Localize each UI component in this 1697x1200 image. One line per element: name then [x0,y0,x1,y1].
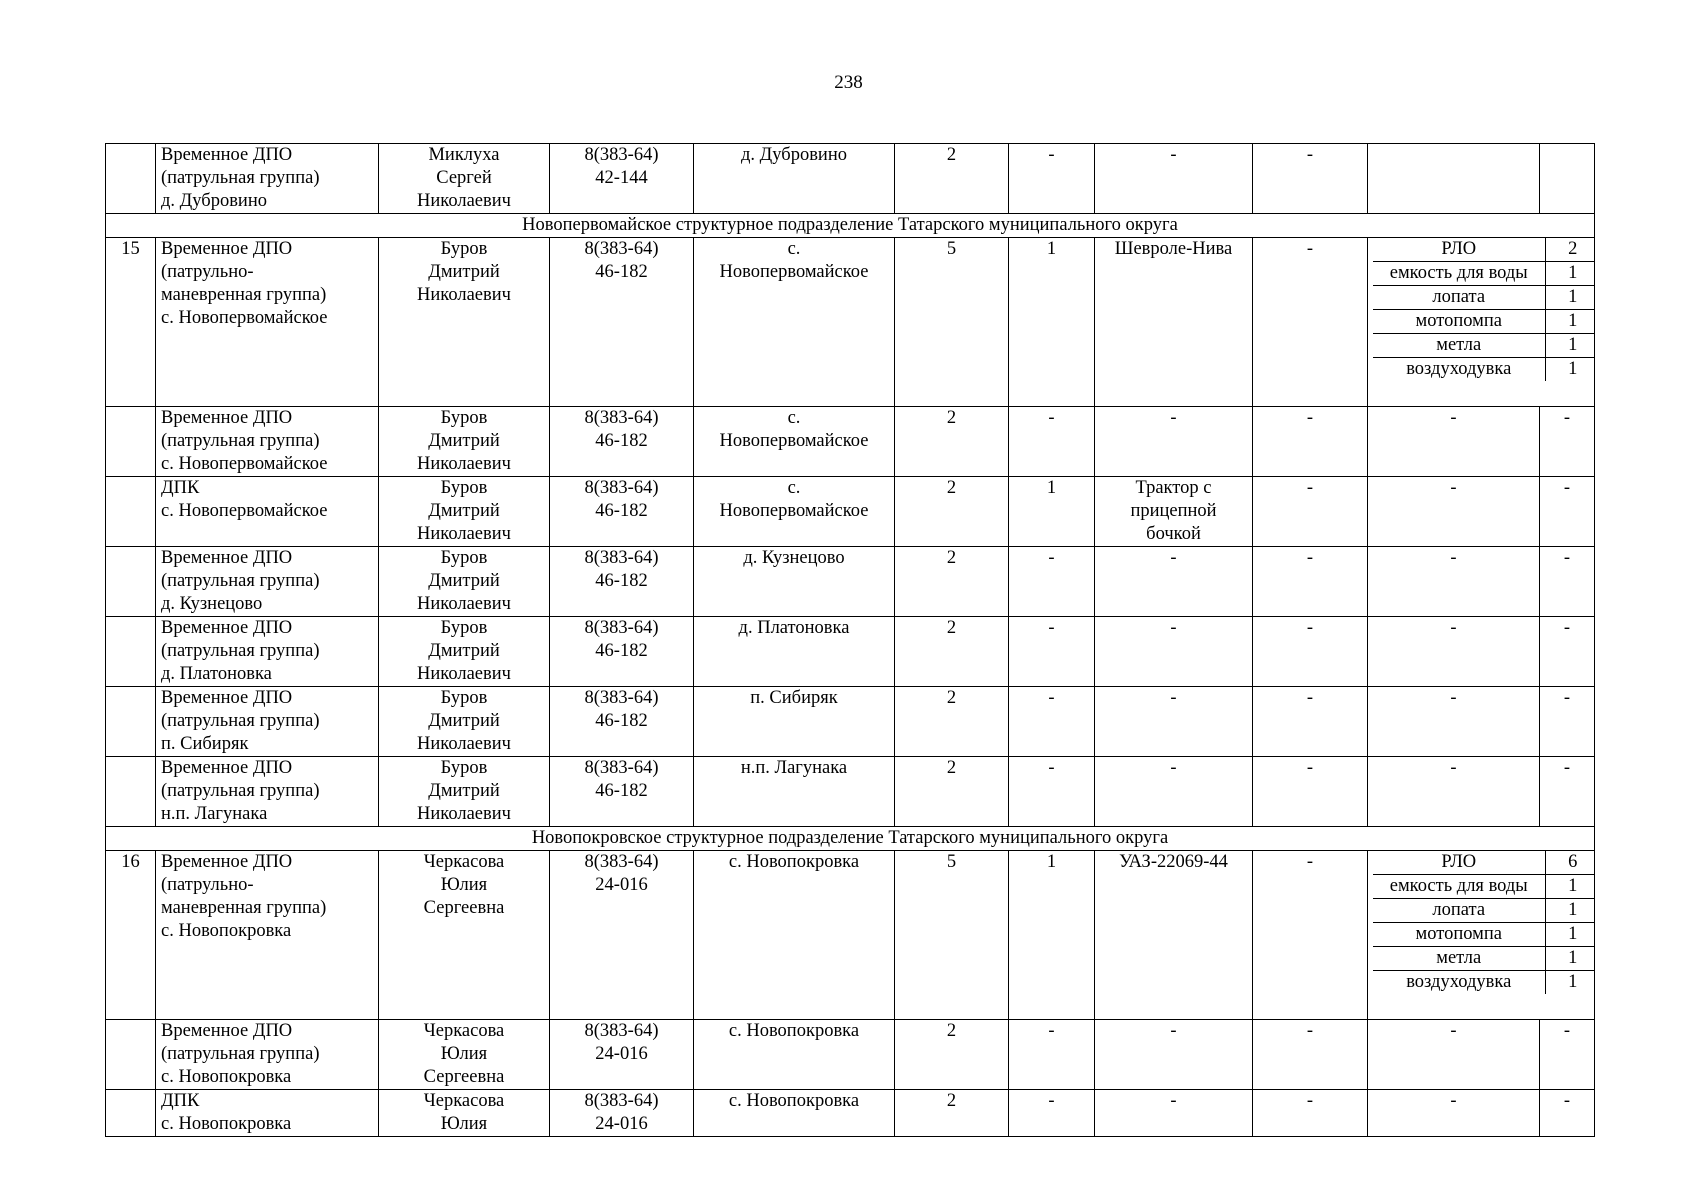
column-9: - [1253,1090,1368,1137]
vehicle-model: - [1095,407,1253,477]
unit-name: Временное ДПО (патрульная группа) с. Новопокровка [156,1020,379,1090]
column-9: - [1253,238,1368,407]
vehicle-count: - [1009,547,1095,617]
vehicle-model: - [1095,144,1253,214]
phone: 8(383-64) 46-182 [550,687,694,757]
equipment-name: емкость для воды [1373,875,1545,899]
equipment-item [1373,851,1595,875]
equipment-qty: 1 [1568,359,1578,379]
phone: 8(383-64) 46-182 [550,617,694,687]
location: с. Новопокровка [694,851,895,1020]
table-row [106,617,1595,687]
unit-name: ДПК с. Новопервомайское [156,477,379,547]
equipment-qty: 1 [1545,899,1595,923]
staff-count: 2 [895,1020,1009,1090]
location: д. Кузнецово [694,547,895,617]
table-row [106,547,1595,617]
equipment-name: - [1368,1090,1540,1137]
row-number [106,687,156,757]
equipment-qty: - [1540,547,1595,617]
phone: 8(383-64) 24-016 [550,1090,694,1137]
location: с. Новопервомайское [694,407,895,477]
location: с. Новопервомайское [694,238,895,407]
location: с. Новопокровка [694,1020,895,1090]
vehicle-count: 1 [1009,851,1095,1020]
vehicle-model: УАЗ-22069-44 [1095,851,1253,1020]
equipment-qty: - [1540,687,1595,757]
table-row [106,851,1595,1020]
row-number [106,757,156,827]
column-9: - [1253,687,1368,757]
location: д. Платоновка [694,617,895,687]
table-row [106,144,1595,214]
staff-count: 2 [895,477,1009,547]
unit-head: Буров Дмитрий Николаевич [379,687,550,757]
unit-name: Временное ДПО (патрульно- маневренная группа) с. Новопервомайское [156,238,379,407]
vehicle-model: - [1095,1020,1253,1090]
equipment-qty: - [1540,617,1595,687]
equipment-list [1368,238,1595,407]
phone: 8(383-64) 46-182 [550,477,694,547]
equipment-qty: 6 [1545,851,1595,875]
unit-head: Буров Дмитрий Николаевич [379,757,550,827]
equipment-name: лопата [1373,286,1545,310]
equipment-qty: 1 [1545,262,1595,286]
unit-head: Буров Дмитрий Николаевич [379,547,550,617]
unit-name: Временное ДПО (патрульно- маневренная группа) с. Новопокровка [156,851,379,1020]
equipment-qty: 1 [1545,947,1595,971]
vehicle-count: - [1009,687,1095,757]
equipment-qty: - [1540,1090,1595,1137]
row-number [106,144,156,214]
equipment-item [1373,947,1595,971]
row-number: 16 [106,851,156,1020]
equipment-name: - [1368,617,1540,687]
phone: 8(383-64) 46-182 [550,407,694,477]
unit-name: ДПК с. Новопокровка [156,1090,379,1137]
equipment-qty: 1 [1545,310,1595,334]
row-number [106,407,156,477]
column-9: - [1253,757,1368,827]
equipment-item [1373,358,1595,382]
equipment-name: мотопомпа [1373,310,1545,334]
vehicle-model: - [1095,1090,1253,1137]
staff-count: 2 [895,687,1009,757]
location: н.п. Лагунака [694,757,895,827]
equipment-name: - [1368,687,1540,757]
location: с. Новопервомайское [694,477,895,547]
unit-name: Временное ДПО (патрульная группа) д. Кузнецово [156,547,379,617]
vehicle-model: - [1095,617,1253,687]
equipment-qty: 1 [1545,286,1595,310]
vehicle-count: - [1009,407,1095,477]
staff-count: 2 [895,407,1009,477]
equipment-list [1368,851,1595,1020]
vehicle-count: - [1009,1090,1095,1137]
location: д. Дубровино [694,144,895,214]
equipment-qty: - [1540,1020,1595,1090]
equipment-name [1368,144,1540,214]
equipment-qty [1540,144,1595,214]
staff-count: 5 [895,238,1009,407]
column-9: - [1253,851,1368,1020]
unit-head: Миклуха Сергей Николаевич [379,144,550,214]
equipment-item [1373,334,1595,358]
equipment-item [1373,971,1595,995]
table-row [106,238,1595,407]
staff-count: 2 [895,547,1009,617]
section-row [106,214,1595,238]
column-9: - [1253,477,1368,547]
row-number [106,477,156,547]
unit-head: Буров Дмитрий Николаевич [379,407,550,477]
page-number: 238 [834,72,863,93]
fire-units-table [105,143,1595,1137]
equipment-name: метла [1373,334,1545,358]
equipment-qty: 1 [1568,972,1578,992]
equipment-name: - [1368,1020,1540,1090]
vehicle-model: Шевроле-Нива [1095,238,1253,407]
equipment-name: воздуходувка [1373,358,1545,382]
equipment-item [1373,899,1595,923]
vehicle-model: Трактор с прицепной бочкой [1095,477,1253,547]
phone: 8(383-64) 46-182 [550,238,694,407]
unit-head: Буров Дмитрий Николаевич [379,477,550,547]
row-number [106,1020,156,1090]
equipment-name: лопата [1373,899,1545,923]
equipment-item [1373,286,1595,310]
vehicle-model: - [1095,687,1253,757]
section-title: Новопокровское структурное подразделение Татарского муниципального округа [106,827,1595,851]
equipment-name: метла [1373,947,1545,971]
column-9: - [1253,547,1368,617]
unit-head: Черкасова Юлия Сергеевна [379,1020,550,1090]
equipment-qty: 1 [1545,334,1595,358]
table-row [106,407,1595,477]
vehicle-model: - [1095,757,1253,827]
equipment-name: - [1368,547,1540,617]
equipment-name: - [1368,477,1540,547]
staff-count: 2 [895,757,1009,827]
vehicle-count: - [1009,144,1095,214]
row-number [106,547,156,617]
section-row [106,827,1595,851]
equipment-name: РЛО [1373,851,1545,875]
unit-head: Буров Дмитрий Николаевич [379,238,550,407]
column-9: - [1253,1020,1368,1090]
row-number: 15 [106,238,156,407]
unit-name: Временное ДПО (патрульная группа) д. Дубровино [156,144,379,214]
section-title: Новопервомайское структурное подразделение Татарского муниципального округа [106,214,1595,238]
equipment-name: РЛО [1373,238,1545,262]
column-9: - [1253,407,1368,477]
equipment-item [1373,875,1595,899]
equipment-item [1373,923,1595,947]
phone: 8(383-64) 24-016 [550,851,694,1020]
equipment-name: - [1368,757,1540,827]
equipment-qty: 2 [1545,238,1595,262]
phone: 8(383-64) 42-144 [550,144,694,214]
staff-count: 2 [895,1090,1009,1137]
vehicle-count: 1 [1009,477,1095,547]
row-number [106,1090,156,1137]
vehicle-count: 1 [1009,238,1095,407]
table-row [106,687,1595,757]
row-number [106,617,156,687]
equipment-qty: 1 [1545,923,1595,947]
equipment-qty: 1 [1545,875,1595,899]
unit-name: Временное ДПО (патрульная группа) п. Сибиряк [156,687,379,757]
equipment-item [1373,310,1595,334]
vehicle-count: - [1009,617,1095,687]
equipment-item [1373,238,1595,262]
unit-name: Временное ДПО (патрульная группа) н.п. Лагунака [156,757,379,827]
unit-name: Временное ДПО (патрульная группа) с. Новопервомайское [156,407,379,477]
unit-name: Временное ДПО (патрульная группа) д. Платоновка [156,617,379,687]
equipment-item [1373,262,1595,286]
staff-count: 2 [895,617,1009,687]
equipment-name: воздуходувка [1373,971,1545,995]
phone: 8(383-64) 24-016 [550,1020,694,1090]
equipment-name: емкость для воды [1373,262,1545,286]
equipment-qty: - [1540,477,1595,547]
location: с. Новопокровка [694,1090,895,1137]
vehicle-count: - [1009,1020,1095,1090]
unit-head: Черкасова Юлия [379,1090,550,1137]
column-9: - [1253,144,1368,214]
equipment-name: мотопомпа [1373,923,1545,947]
staff-count: 5 [895,851,1009,1020]
table-row [106,757,1595,827]
equipment-qty: - [1540,407,1595,477]
vehicle-count: - [1009,757,1095,827]
phone: 8(383-64) 46-182 [550,757,694,827]
vehicle-model: - [1095,547,1253,617]
phone: 8(383-64) 46-182 [550,547,694,617]
column-9: - [1253,617,1368,687]
staff-count: 2 [895,144,1009,214]
table-row [106,1020,1595,1090]
table-row [106,477,1595,547]
location: п. Сибиряк [694,687,895,757]
equipment-name: - [1368,407,1540,477]
unit-head: Черкасова Юлия Сергеевна [379,851,550,1020]
equipment-qty: - [1540,757,1595,827]
table-row [106,1090,1595,1137]
unit-head: Буров Дмитрий Николаевич [379,617,550,687]
